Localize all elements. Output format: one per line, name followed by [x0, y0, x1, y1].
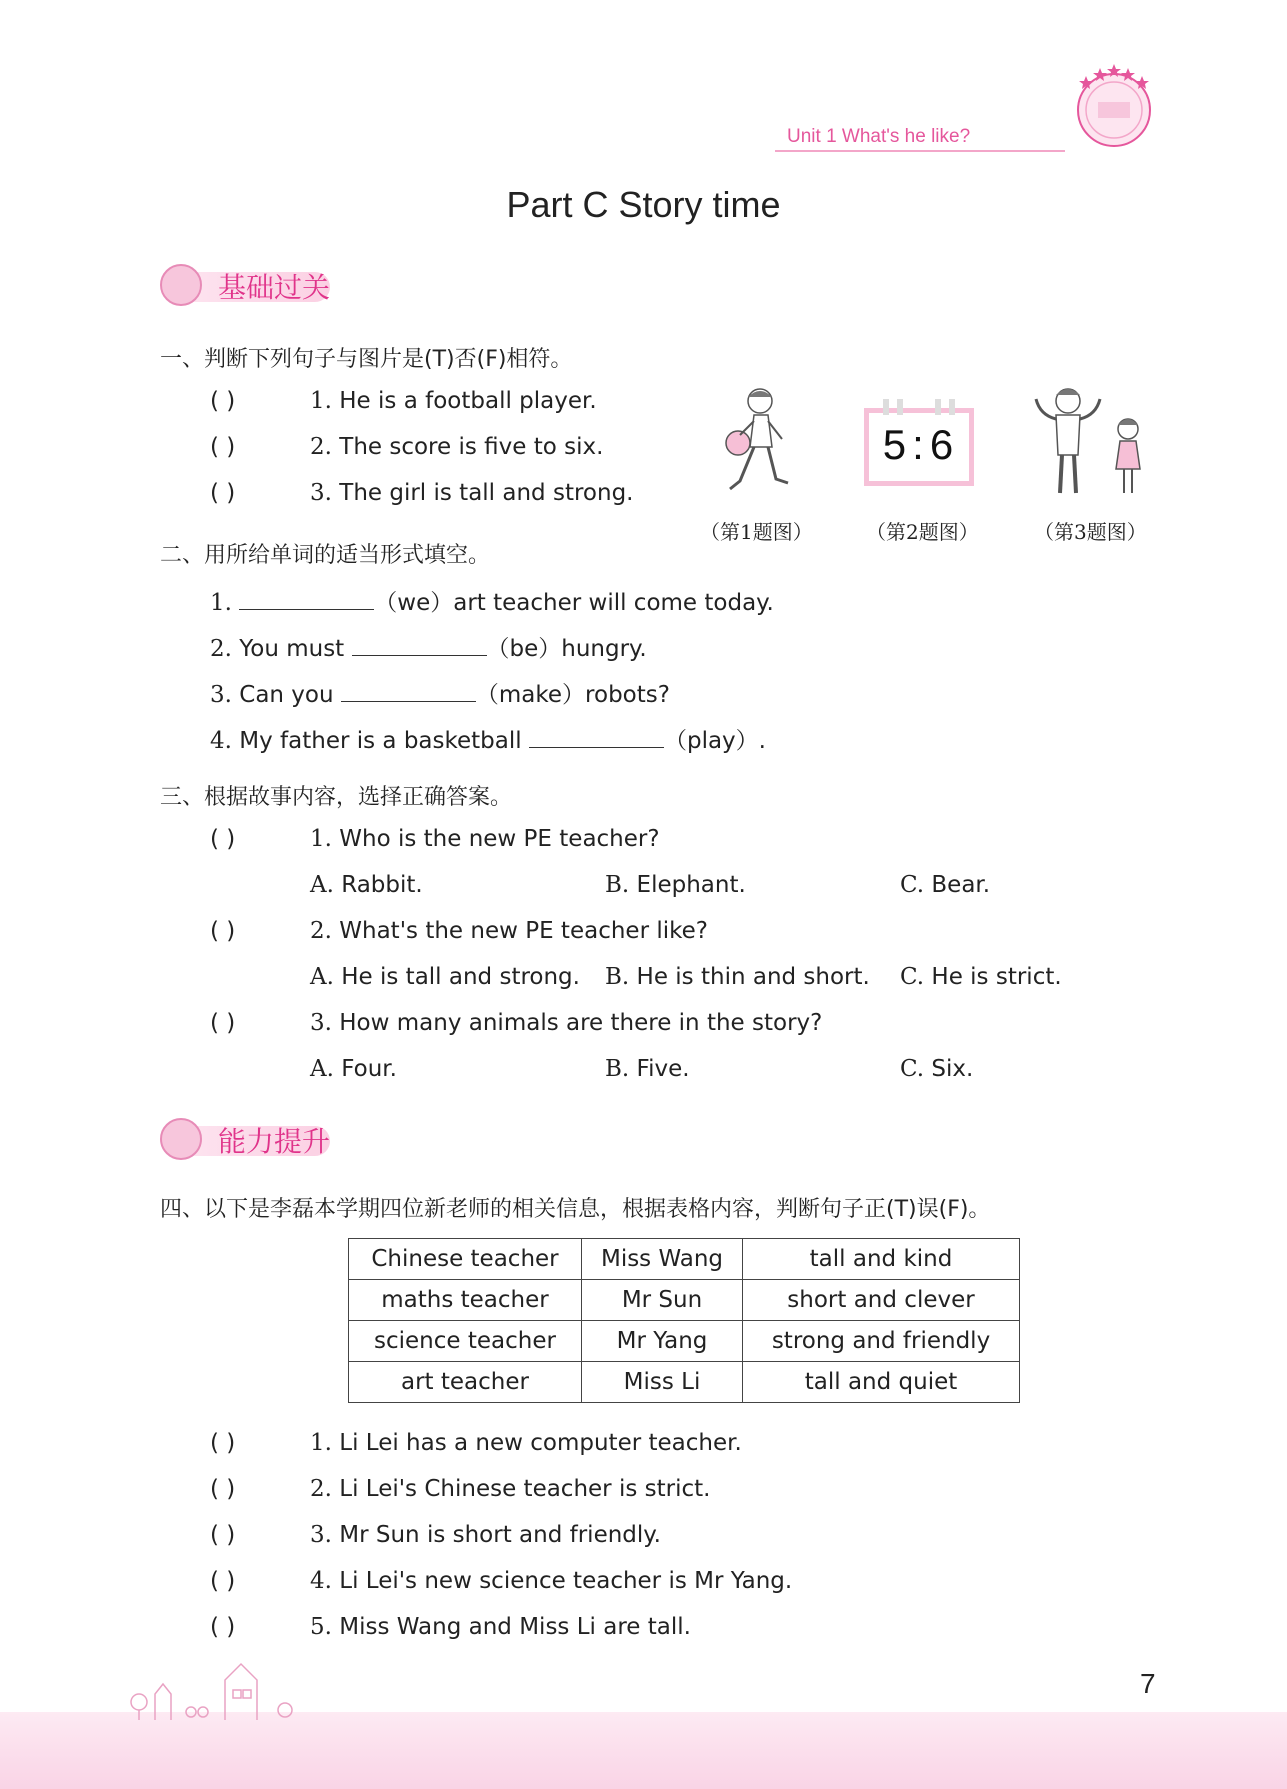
table-row: [349, 1321, 1020, 1362]
section-badge-advanced: [160, 1116, 380, 1160]
s3-q2-option-b[interactable]: B. He is thin and short.: [605, 964, 870, 990]
table-cell: short and clever: [743, 1280, 1020, 1321]
table-cell: tall and kind: [743, 1239, 1020, 1280]
s1-item-3: ( ) 3. The girl is tall and strong.: [210, 480, 634, 506]
strong-boy-and-girl-picture-icon: [1024, 385, 1154, 500]
badge-label: 能力提升: [218, 1125, 331, 1158]
scoreboard-ring: [949, 399, 955, 415]
s2-item-4: 4. My father is a basketball （play）.: [210, 722, 766, 755]
s2-item-1: 1. （we）art teacher will come today.: [210, 584, 774, 617]
table-cell: Miss Wang: [582, 1239, 743, 1280]
s1-item-1: ( ) 1. He is a football player.: [210, 388, 597, 414]
answer-blank[interactable]: [341, 679, 476, 702]
table-cell: strong and friendly: [743, 1321, 1020, 1362]
mascot-icon: [160, 264, 202, 306]
table-cell: Miss Li: [582, 1362, 743, 1403]
footer-band: [0, 1712, 1287, 1789]
table-cell: tall and quiet: [743, 1362, 1020, 1403]
answer-blank[interactable]: [352, 633, 487, 656]
answer-blank[interactable]: [529, 725, 664, 748]
table-row: [349, 1362, 1020, 1403]
table-cell: Chinese teacher: [349, 1239, 582, 1280]
s3-q2-option-c[interactable]: C. He is strict.: [900, 964, 1062, 990]
section-badge-basic: [160, 262, 380, 306]
table-row: [349, 1280, 1020, 1321]
page-title: Part C Story time: [506, 184, 781, 225]
s3-q2-option-a[interactable]: A. He is tall and strong.: [310, 964, 580, 990]
score-display: 5:6: [882, 421, 956, 468]
table-cell: maths teacher: [349, 1280, 582, 1321]
table-cell: science teacher: [349, 1321, 582, 1362]
s2-item-2: 2. You must （be）hungry.: [210, 630, 647, 663]
section-3-title: 三、根据故事内容，选择正确答案。: [160, 785, 513, 810]
s3-question-3: ( ) 3. How many animals are there in the story?: [210, 1010, 823, 1036]
s3-q3-option-a[interactable]: A. Four.: [310, 1056, 397, 1082]
s4-item-1: ( ) 1. Li Lei has a new computer teacher.: [210, 1430, 742, 1456]
section-1-title: 一、判断下列句子与图片是(T)否(F)相符。: [160, 347, 573, 372]
s3-question-1: ( ) 1. Who is the new PE teacher?: [210, 826, 660, 852]
unit-header: Unit 1 What's he like?: [787, 126, 971, 147]
basketball-boy-picture-icon: [710, 385, 800, 500]
town-decoration-icon: [125, 1650, 305, 1720]
scoreboard-ring: [883, 399, 889, 415]
s4-item-4: ( ) 4. Li Lei's new science teacher is Mr Yang.: [210, 1568, 793, 1594]
s3-q3-option-c[interactable]: C. Six.: [900, 1056, 974, 1082]
page-number: 7: [1140, 1668, 1156, 1699]
table-cell: Mr Sun: [582, 1280, 743, 1321]
caption-picture-2: （第2题图）: [866, 520, 979, 544]
s3-q1-option-a[interactable]: A. Rabbit.: [310, 872, 423, 898]
s4-item-5: ( ) 5. Miss Wang and Miss Li are tall.: [210, 1614, 691, 1640]
table-row: [349, 1239, 1020, 1280]
s1-item-2: ( ) 2. The score is five to six.: [210, 434, 604, 460]
section-4-title: 四、以下是李磊本学期四位新老师的相关信息，根据表格内容，判断句子正(T)误(F)。: [160, 1197, 991, 1222]
s3-q1-option-b[interactable]: B. Elephant.: [605, 872, 746, 898]
publisher-logo-icon: [1072, 62, 1156, 152]
table-cell: art teacher: [349, 1362, 582, 1403]
s3-q1-option-c[interactable]: C. Bear.: [900, 872, 991, 898]
s3-q3-option-b[interactable]: B. Five.: [605, 1056, 690, 1082]
scoreboard-ring: [897, 399, 903, 415]
table-cell: Mr Yang: [582, 1321, 743, 1362]
answer-blank[interactable]: [239, 587, 374, 610]
mascot-icon: [160, 1118, 202, 1160]
s4-item-2: ( ) 2. Li Lei's Chinese teacher is strict.: [210, 1476, 711, 1502]
scoreboard-ring: [935, 399, 941, 415]
s3-question-2: ( ) 2. What's the new PE teacher like?: [210, 918, 708, 944]
badge-label: 基础过关: [218, 271, 331, 304]
s2-item-3: 3. Can you （make）robots?: [210, 676, 670, 709]
scoreboard: [864, 408, 974, 486]
s4-item-3: ( ) 3. Mr Sun is short and friendly.: [210, 1522, 661, 1548]
header-divider: [775, 150, 1065, 152]
teachers-table: [348, 1238, 1020, 1403]
section-2-title: 二、用所给单词的适当形式填空。: [160, 543, 491, 568]
caption-picture-1: （第1题图）: [700, 520, 813, 544]
caption-picture-3: （第3题图）: [1034, 520, 1147, 544]
